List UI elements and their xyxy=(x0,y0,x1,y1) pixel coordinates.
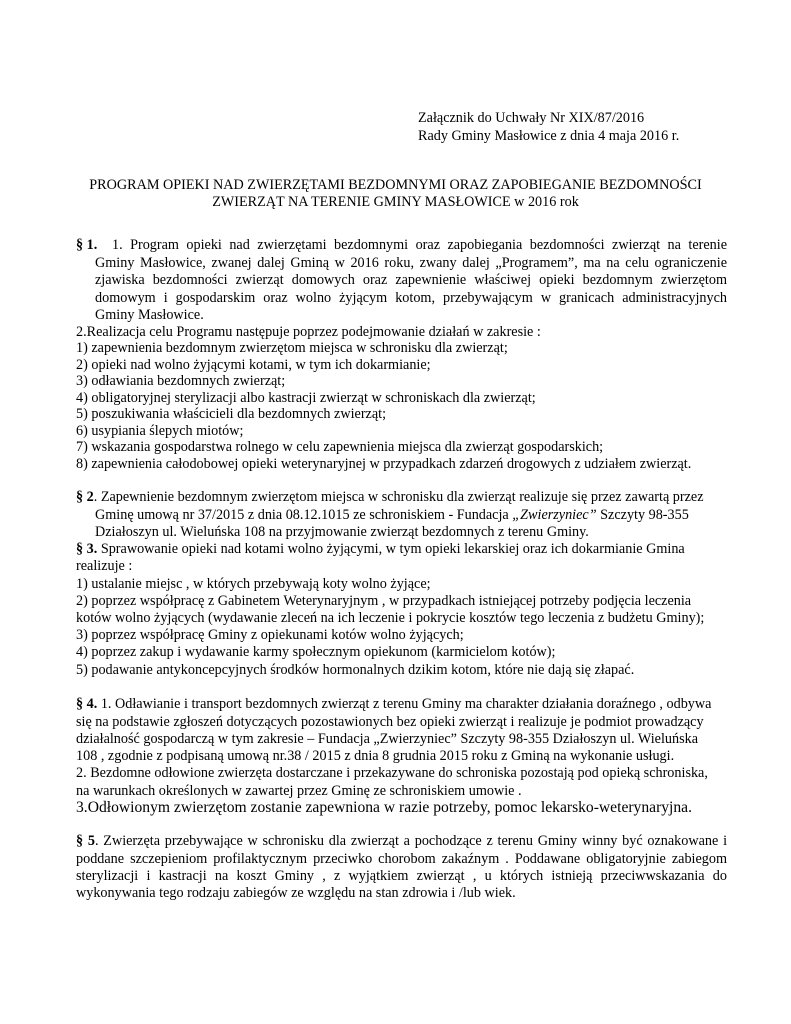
section-3-line: 1) ustalanie miejsc , w których przebywają koty wolno żyjące; xyxy=(76,576,431,592)
attachment-header-line2: Rady Gminy Masłowice z dnia 4 maja 2016 r. xyxy=(418,128,680,144)
list-item: 2) opieki nad wolno żyjącymi kotami, w tym ich dokarmianie; xyxy=(76,357,431,373)
section-5-text: . Zwierzęta przebywające w schronisku dla zwierząt a pochodzące z terenu Gminy winny być oznakowane i xyxy=(94,833,728,849)
section-3-line: 3) poprzez współpracę Gminy z opiekunami kotów wolno żyjących; xyxy=(76,627,464,643)
section-4-text: 1. Odławianie i transport bezdomnych zwierząt z terenu Gminy ma charakter działania doraźnego , odbywa xyxy=(97,696,712,712)
section-2-line xyxy=(95,507,689,525)
list-item: 8) zapewnienia całodobowej opieki weterynaryjnej w przypadkach zdarzeń drogowych z udziałem zwierząt. xyxy=(76,456,692,472)
section-1-mark: § 1. xyxy=(76,237,98,253)
section-1-line: 1. Program opieki nad zwierzętami bezdomnymi oraz zapobiegania bezdomności zwierząt na terenie xyxy=(112,237,727,253)
section-3-line: 4) poprzez zakup i wydawanie karmy społecznym opiekunom (karmicielom kotów); xyxy=(76,644,556,660)
section-1-line: zjawiska bezdomności zwierząt domowych oraz zapewnienie właściwej opieki bezdomnym zwierzętom xyxy=(95,272,727,288)
section-2-text: . Zapewnienie bezdomnym zwierzętom miejsca w schronisku dla zwierząt realizuje się przez zawartą przez xyxy=(93,489,704,505)
document-title-line1: PROGRAM OPIEKI NAD ZWIERZĘTAMI BEZDOMNYMI ORAZ ZAPOBIEGANIE BEZDOMNOŚCI xyxy=(89,177,702,193)
list-item: 6) usypiania ślepych miotów; xyxy=(76,423,244,439)
section-2-line: Działoszyn ul. Wieluńska 108 na przyjmowanie zwierząt bezdomnych z terenu Gminy. xyxy=(95,524,589,540)
section-4-line xyxy=(76,696,711,714)
section-5-line xyxy=(76,833,727,851)
document-title-line2: ZWIERZĄT NA TERENIE GMINY MASŁOWICE w 2016 rok xyxy=(212,194,579,210)
section-3-line: realizuje : xyxy=(76,558,133,574)
list-item: 4) obligatoryjnej sterylizacji albo kastracji zwierząt w schroniskach dla zwierząt; xyxy=(76,390,536,406)
section-4-line: na warunkach określonych w zawartej przez Gminę ze schroniskiem umowie . xyxy=(76,783,522,799)
section-2-text: Gminę umową nr 37/2015 z dnia 08.12.1015 ze schroniskiem - Fundacja xyxy=(95,507,513,523)
section-1-point-2: 2.Realizacja celu Programu następuje poprzez podejmowanie działań w zakresie : xyxy=(76,324,541,340)
section-3-line xyxy=(76,541,685,559)
section-2-text: Szczyty 98-355 xyxy=(596,507,689,523)
section-1-line: domowym i gospodarskim oraz wolno żyjącym kotom, przebywającym w granicach administracyjnych xyxy=(95,290,727,306)
section-1-line: Gminy Masłowice. xyxy=(95,307,204,323)
section-3-text: Sprawowanie opieki nad kotami wolno żyjącymi, w tym opieki lekarskiej oraz ich dokarmianie Gmina xyxy=(97,541,685,557)
section-4-line: 108 , zgodnie z podpisaną umową nr.38 / 2015 z dnia 8 grudnia 2015 roku z Gminą na wykonanie usługi. xyxy=(76,748,675,764)
section-3-line: 5) podawanie antykoncepcyjnych środków hormonalnych dzikim kotom, które nie dają się złapać. xyxy=(76,662,635,678)
section-4-line: 3.Odłowionym zwierzętom zostanie zapewniona w razie potrzeby, pomoc lekarsko-weterynaryjna. xyxy=(76,799,693,816)
list-item: 5) poszukiwania właścicieli dla bezdomnych zwierząt; xyxy=(76,406,387,422)
foundation-name: „Zwierzyniec” xyxy=(512,507,597,523)
section-5-mark: § 5 xyxy=(76,833,95,849)
section-5-line: wykonywania tego rodzaju zabiegów ze względu na stan zdrowia i /lub wiek. xyxy=(76,885,516,901)
section-2-mark: § 2 xyxy=(76,489,94,505)
section-4-mark: § 4. xyxy=(76,696,98,712)
section-5-line: sterylizacji i kastracji na koszt Gminy , z wyjątkiem zwierząt , u których istnieją przeciwwskazania do xyxy=(76,868,727,884)
section-5-line: poddane szczepieniom profilaktycznym przeciwko chorobom zakaźnym . Poddawane obligatoryjnie zabiegom xyxy=(76,851,727,867)
section-4-line: 2. Bezdomne odłowione zwierzęta dostarczane i przekazywane do schroniska pozostają pod opieką schroniska, xyxy=(76,765,708,781)
section-4-line: się na podstawie zgłoszeń dotyczących pozostawionych bez opieki zwierząt i realizuje je podmiot prowadzący xyxy=(76,714,704,730)
section-4-line: działalność gospodarczą w tym zakresie – Fundacja „Zwierzyniec” Szczyty 98-355 Działoszyn ul. Wieluńska xyxy=(76,731,699,747)
list-item: 7) wskazania gospodarstwa rolnego w celu zapewnienia miejsca dla zwierząt gospodarskich; xyxy=(76,439,604,455)
section-1-line: Gminy Masłowice, zwanej dalej Gminą w 2016 roku, zwany dalej „Programem”, ma na celu ograniczenie xyxy=(95,255,727,271)
section-2-line xyxy=(76,489,704,507)
section-3-mark: § 3. xyxy=(76,541,98,557)
attachment-header-line1: Załącznik do Uchwały Nr XIX/87/2016 xyxy=(418,110,645,126)
section-3-line: kotów wolno żyjących (wydawanie zleceń na ich leczenie i pokrycie kosztów tego leczenia z budżetu Gminy); xyxy=(76,610,705,626)
list-item: 3) odławiania bezdomnych zwierząt; xyxy=(76,373,286,389)
section-3-line: 2) poprzez współpracę z Gabinetem Weterynaryjnym , w przypadkach istniejącej potrzeby podjęcia leczenia xyxy=(76,593,692,609)
list-item: 1) zapewnienia bezdomnym zwierzętom miejsca w schronisku dla zwierząt; xyxy=(76,340,508,356)
